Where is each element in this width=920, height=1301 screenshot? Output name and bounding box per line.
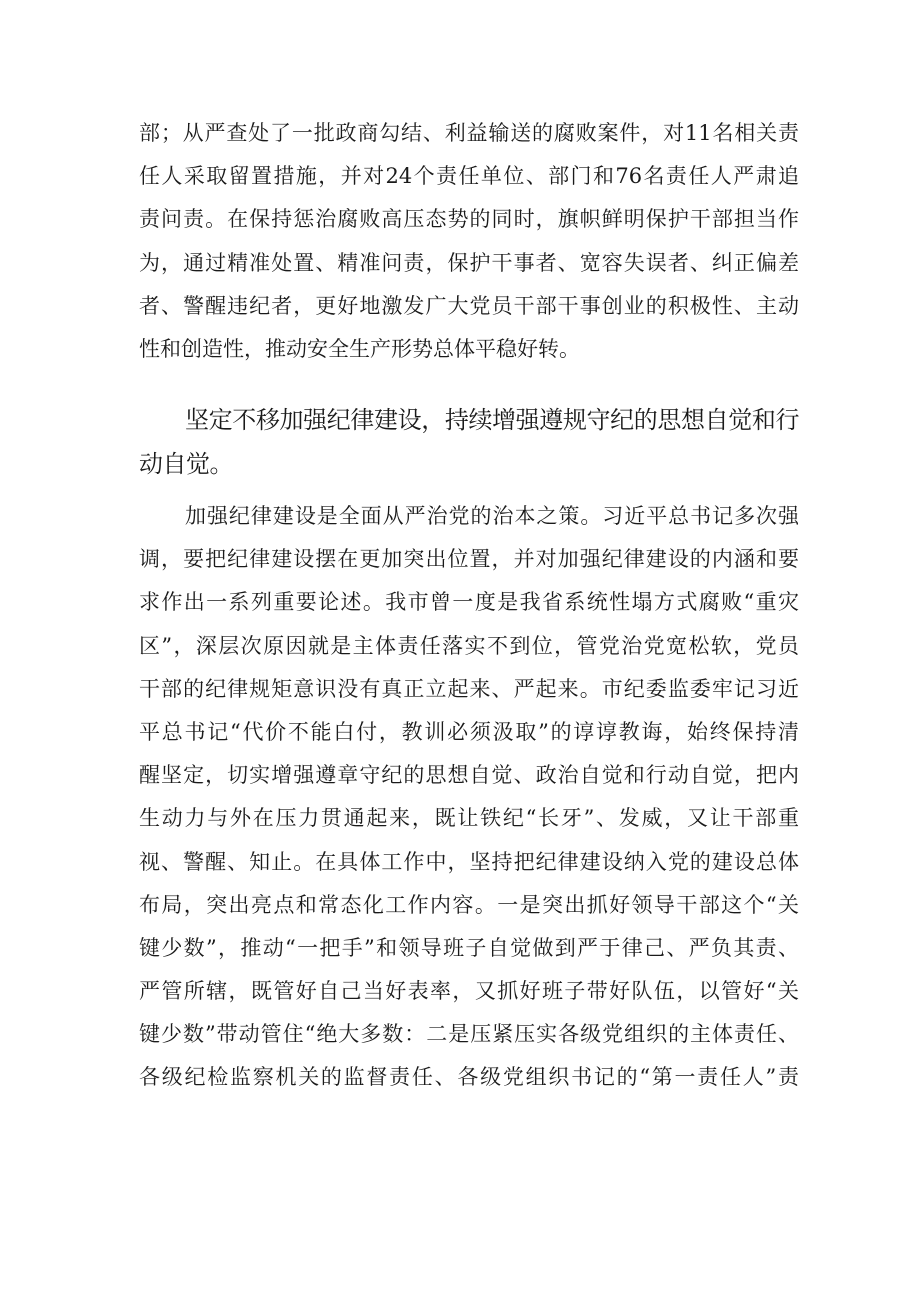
paragraph-line: 醒坚定，切实增强遵章守纪的思想自觉、政治自觉和行动自觉，把内	[139, 763, 799, 788]
paragraph-line: 干部的纪律规矩意识没有真正立起来、严起来。市纪委监委牢记习近	[139, 676, 799, 701]
paragraph-line: 求作出一系列重要论述。我市曾一度是我省系统性塌方式腐败“重灾	[139, 590, 799, 615]
paragraph-line: 调，要把纪律建设摆在更加突出位置，并对加强纪律建设的内涵和要	[139, 547, 799, 572]
paragraph-line: 性和创造性，推动安全生产形势总体平稳好转。	[139, 336, 580, 361]
paragraph-line: 区”，深层次原因就是主体责任落实不到位，管党治党宽松软，党员	[139, 633, 799, 658]
paragraph-line: 键少数”，推动“一把手”和领导班子自觉做到严于律己、严负其责、	[139, 935, 799, 960]
paragraph-discipline	[139, 495, 799, 1100]
paragraph-line: 责问责。在保持惩治腐败高压态势的同时，旗帜鲜明保护干部担当作	[139, 207, 799, 232]
paragraph-line: 者、警醒违纪者，更好地激发广大党员干部干事创业的积极性、主动	[139, 293, 799, 318]
paragraph-line: 视、警醒、知止。在具体工作中，坚持把纪律建设纳入党的建设总体	[139, 849, 799, 874]
paragraph-line: 布局，突出亮点和常态化工作内容。一是突出抓好领导干部这个“关	[139, 892, 799, 917]
paragraph-line: 生动力与外在压力贯通起来，既让铁纪“长牙”、发威，又让干部重	[139, 806, 799, 831]
heading-line: 坚定不移加强纪律建设，持续增强遵规守纪的思想自觉和行	[185, 406, 799, 434]
paragraph-line: 键少数”带动管住“绝大多数：二是压紧压实各级党组织的主体责任、	[139, 1022, 799, 1047]
paragraph-line: 严管所辖，既管好自己当好表率，又抓好班子带好队伍，以管好“关	[139, 979, 799, 1004]
paragraph-line: 各级纪检监察机关的监督责任、各级党组织书记的“第一责任人”责	[139, 1065, 799, 1090]
paragraph-line: 平总书记“代价不能白付，教训必须汲取”的谆谆教诲，始终保持清	[139, 719, 799, 744]
paragraph-accountability	[139, 112, 799, 371]
paragraph-line: 为，通过精准处置、精准问责，保护干事者、宽容失误者、纠正偏差	[139, 250, 799, 275]
heading-line: 动自觉。	[139, 450, 233, 478]
paragraph-line: 加强纪律建设是全面从严治党的治本之策。习近平总书记多次强	[185, 504, 799, 528]
paragraph-line: 任人采取留置措施，并对24个责任单位、部门和76名责任人严肃追	[139, 164, 799, 189]
section-heading	[139, 398, 799, 486]
paragraph-line: 部；从严查处了一批政商勾结、利益输送的腐败案件，对11名相关责	[139, 121, 799, 145]
